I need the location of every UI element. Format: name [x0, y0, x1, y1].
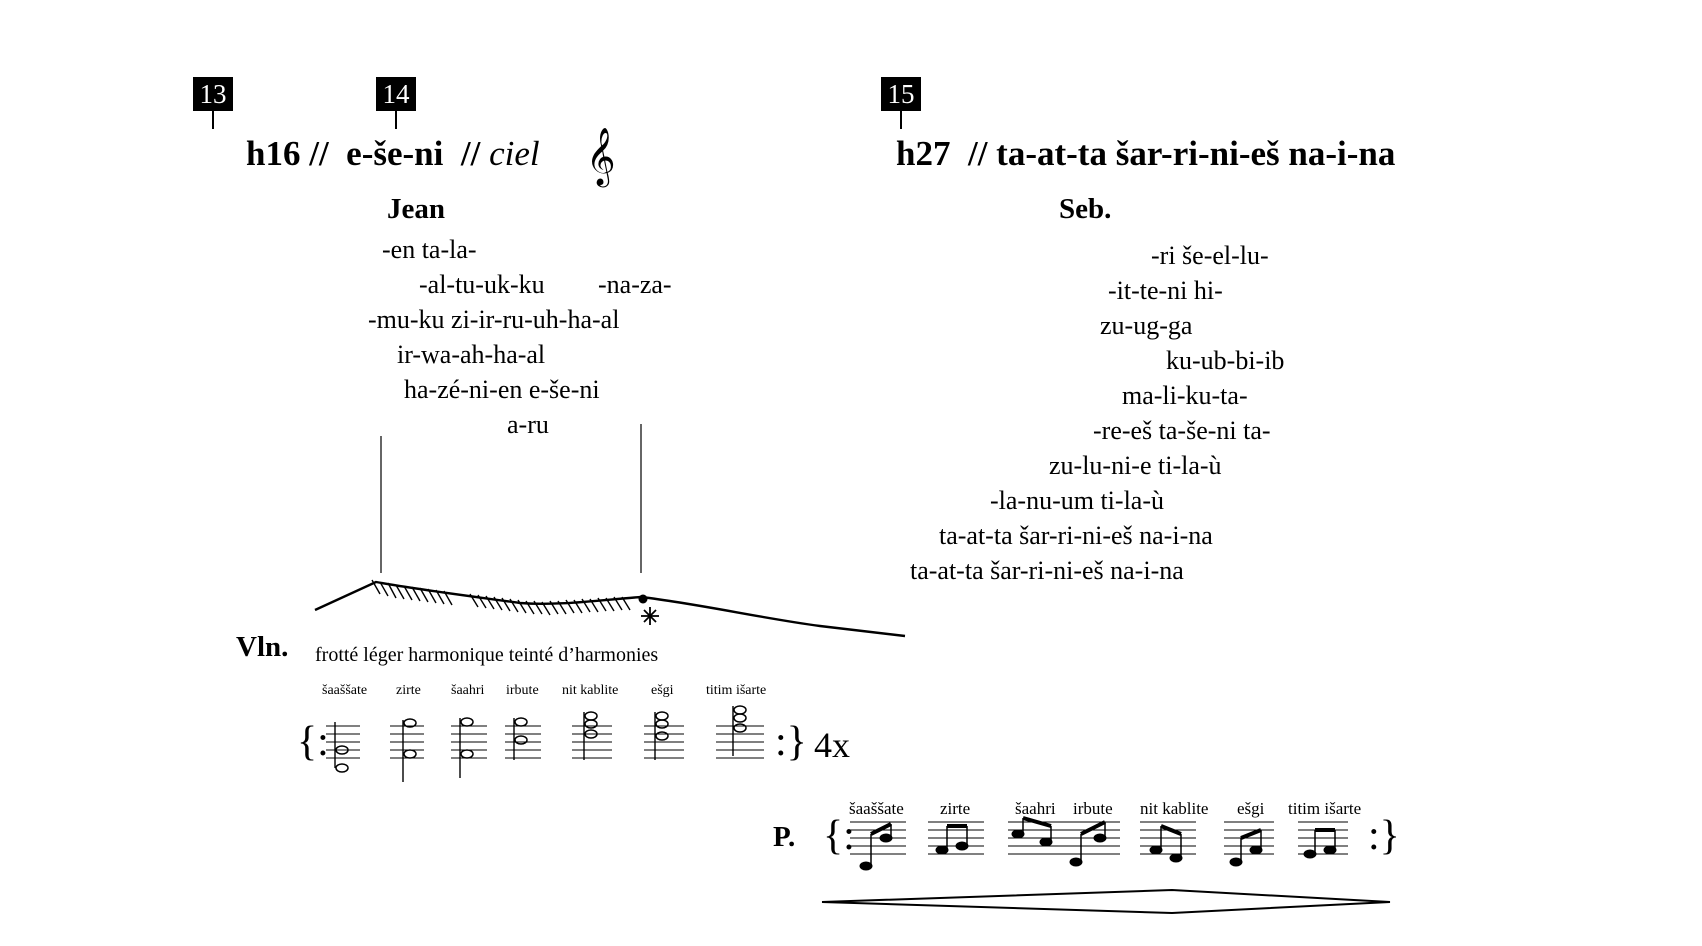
contour-endpoint-dot	[639, 595, 648, 604]
lyric-line: -na-za-	[598, 270, 672, 299]
lyric-line: -re-eš ta-še-ni ta-	[1093, 416, 1271, 445]
contour-line	[315, 582, 905, 636]
piano-label: P.	[773, 821, 796, 853]
violin-chord	[390, 719, 424, 782]
violin-chord	[451, 718, 487, 778]
violin-chord	[326, 722, 360, 772]
heading-word: e-še-ni	[346, 134, 444, 173]
rehearsal-mark-label: 13	[193, 77, 233, 111]
lyric-line: zu-ug-ga	[1100, 311, 1193, 340]
chord-label: ešgi	[1237, 799, 1265, 818]
chord-label: nit kablite	[562, 683, 619, 698]
lyric-line: a-ru	[507, 410, 549, 439]
lyric-line: -ri še-el-lu-	[1151, 241, 1269, 270]
violin-chord	[644, 712, 684, 760]
piano-note-group	[1064, 822, 1120, 866]
piano-note-group	[928, 822, 984, 854]
lyric-line: zu-lu-ni-e ti-la-ù	[1049, 451, 1222, 480]
repeat-count: 4x	[814, 725, 850, 765]
lyric-line: ta-at-ta šar-ri-ni-eš na-i-na	[939, 521, 1213, 550]
chord-label: šaahri	[451, 683, 485, 698]
piano-note-group	[850, 822, 906, 870]
piano-note-group	[1298, 822, 1348, 858]
heading-text: ta-at-ta šar-ri-ni-eš na-i-na	[996, 134, 1396, 173]
chord-label: nit kablite	[1140, 799, 1209, 818]
tempo-mark: h27	[896, 134, 951, 173]
piano-note-group	[1008, 818, 1064, 854]
lyric-line: -al-tu-uk-ku	[419, 270, 545, 299]
chord-label: ešgi	[651, 683, 674, 698]
treble-clef-icon: 𝄞	[586, 128, 616, 184]
lyric-line: -la-nu-um ti-la-ù	[990, 486, 1164, 515]
chord-label: titim išarte	[1288, 799, 1362, 818]
lyric-line: ta-at-ta šar-ri-ni-eš na-i-na	[910, 556, 1184, 585]
violin-label: Vln.	[236, 631, 289, 663]
violin-chord	[572, 712, 612, 760]
repeat-start-sign: {:	[823, 813, 855, 859]
hatching-strokes	[372, 580, 630, 615]
lyric-line: ku-ub-bi-ib	[1166, 346, 1285, 375]
lyric-line: -mu-ku zi-ir-ru-uh-ha-al	[368, 305, 620, 334]
repeat-end-sign: :}	[775, 719, 807, 765]
lyric-line: -en ta-la-	[382, 235, 477, 264]
violin-chord	[716, 706, 764, 758]
chord-label: zirte	[396, 683, 421, 698]
rehearsal-mark-label: 15	[881, 77, 921, 111]
chord-label: šaahri	[1015, 799, 1056, 818]
tempo-mark: h16	[246, 134, 301, 173]
piano-note-staves	[850, 818, 1348, 870]
violin-instruction: frotté léger harmonique teinté d’harmonies	[315, 644, 659, 666]
piano-note-group	[1140, 822, 1196, 862]
lyric-line: ma-li-ku-ta-	[1122, 381, 1248, 410]
ciel-label: ciel	[489, 134, 540, 173]
chord-label: titim išarte	[706, 683, 767, 698]
rehearsal-mark-label: 14	[376, 77, 416, 111]
separator: //	[460, 134, 481, 173]
asterisk-icon	[641, 607, 659, 625]
separator: //	[967, 134, 988, 173]
piano-note-group	[1224, 822, 1274, 866]
speaker-seb: Seb.	[1059, 193, 1112, 225]
lyric-line: ha-zé-ni-en e-še-ni	[404, 375, 600, 404]
violin-chord	[505, 718, 541, 760]
violin-chord-staves	[326, 706, 764, 782]
chord-label: irbute	[506, 683, 539, 698]
piano-hairpin	[822, 890, 1390, 913]
separator: //	[309, 134, 329, 173]
repeat-end-sign: :}	[1368, 813, 1400, 859]
chord-label: zirte	[940, 799, 971, 818]
lyric-line: -it-te-ni hi-	[1108, 276, 1223, 305]
lyric-line: ir-wa-ah-ha-al	[397, 340, 546, 369]
repeat-start-sign: {:	[297, 719, 329, 765]
chord-label: šaaššate	[322, 683, 368, 698]
speaker-jean: Jean	[387, 193, 445, 225]
chord-label: šaaššate	[849, 799, 904, 818]
chord-label: irbute	[1073, 799, 1113, 818]
